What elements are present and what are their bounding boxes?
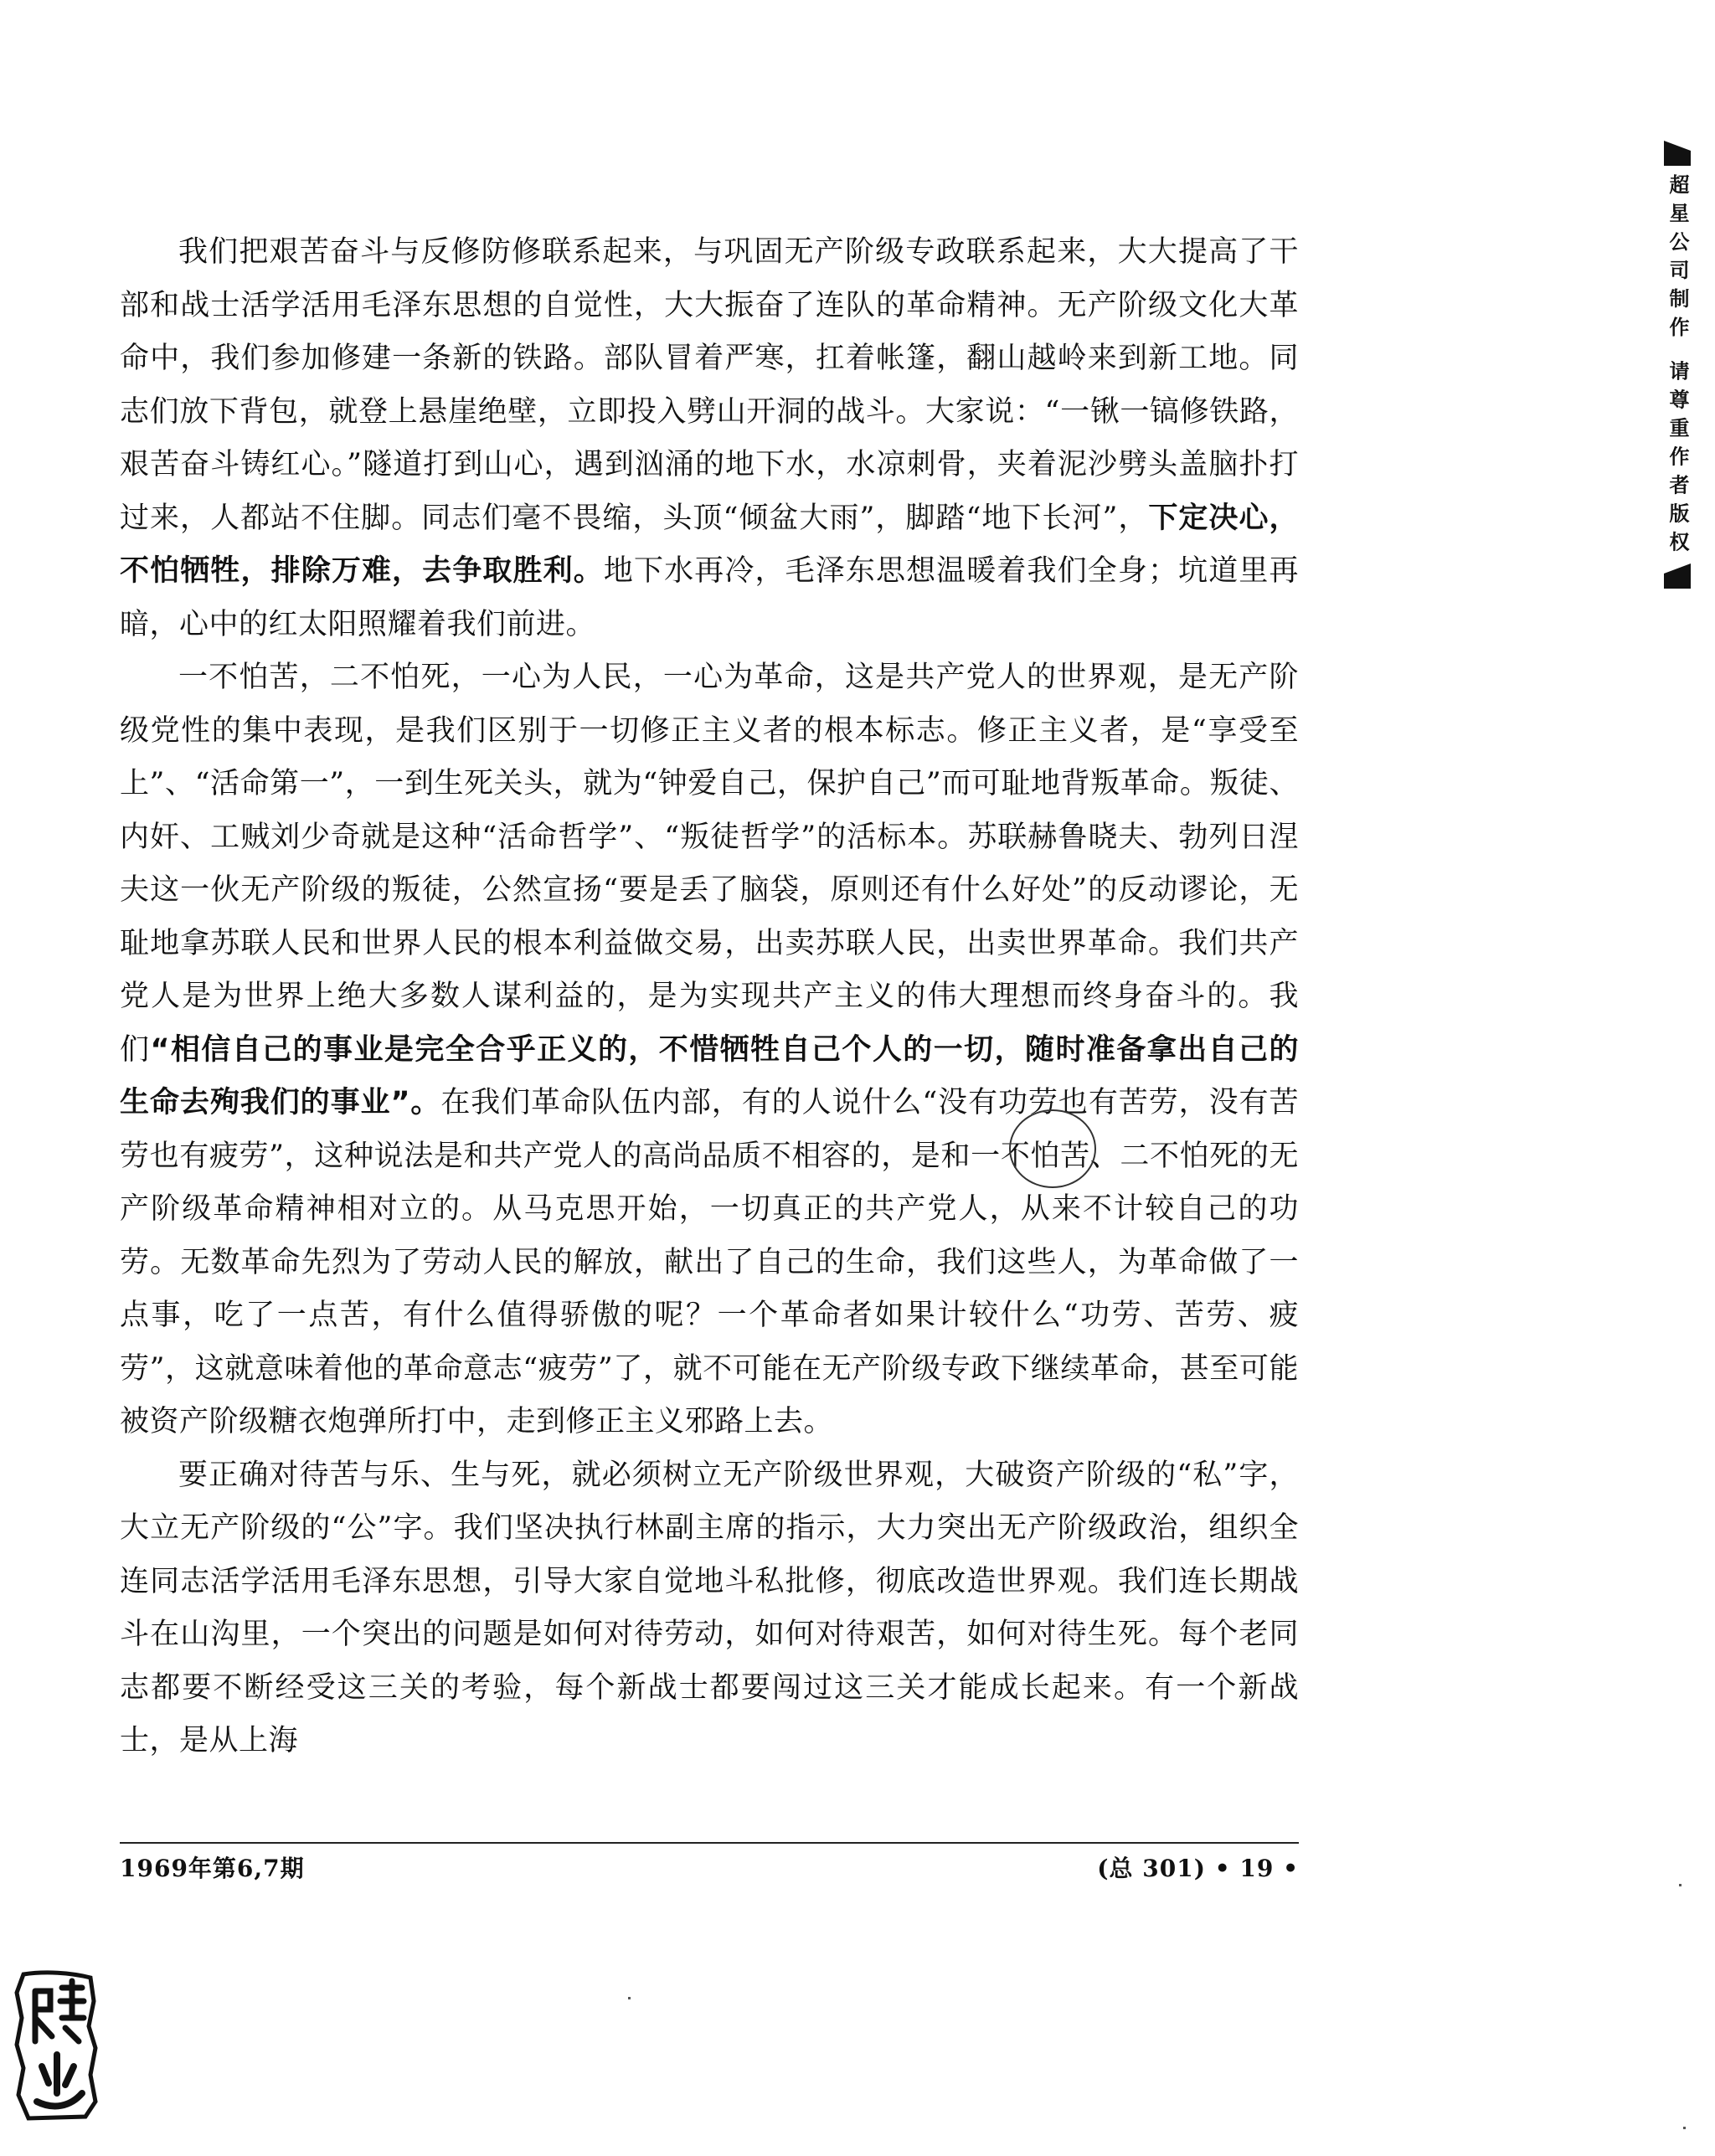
watermark-bar-bottom: [1664, 563, 1691, 589]
seal-glyph-stroke: [60, 1981, 84, 2041]
paragraph-2: [120, 651, 1299, 1449]
paragraph-1: [120, 226, 1299, 651]
article-body: [120, 226, 1299, 1768]
scan-speck: [1679, 1884, 1682, 1886]
watermark-text: 超星公司制作 请尊重作者版权: [1666, 174, 1689, 560]
footer-page-number: (总 301) • 19 •: [1097, 1855, 1299, 1882]
scan-speck: [1683, 2127, 1686, 2129]
footer-rule: [120, 1842, 1299, 1844]
text-run: 在我们革命队伍内部，有的人说什么“没有功劳也有苦劳，没有苦劳也有疲劳”，这种说法是和共产党人的高尚品质不相容的，是和一不怕苦、二不怕死的无产阶级革命精神相对立的。从马克思开始，一切真正的共产党人，从来不计较自己的功劳。无数革命先烈为了劳动人民的解放，献出了自己的生命，我们这些人，为革命做了一点事，吃了一点苦，有什么值得骄傲的呢？一个革命者如果计较什么“功劳、苦劳、疲劳”，这就意味着他的革命意志“疲劳”了，就不可能在无产阶级专政下继续革命，甚至可能被资产阶级糖衣炮弹所打中，走到修正主义邪路上去。: [120, 1086, 1299, 1438]
bold-quote: “相信自己的事业是完全合乎正义的，不惜牺牲自己个人的一切，随时准备拿出自己的生命去殉我们的事业”。: [120, 1032, 1299, 1119]
bold-quote: 下定决心，不怕牺牲，排除万难，去争取胜利。: [120, 501, 1299, 588]
seal-stamp: [12, 1968, 104, 2123]
text-run: 要正确对待苦与乐、生与死，就必须树立无产阶级世界观，大破资产阶级的“私”字，大立无产阶级的“公”字。我们坚决执行林副主席的指示，大力突出无产阶级政治，组织全连同志活学活用毛泽东思想，引导大家自觉地斗私批修，彻底改造世界观。我们连长期战斗在山沟里，一个突出的问题是如何对待劳动，如何对待艰苦，如何对待生死。每个老同志都要不断经受这三关的考验，每个新战士都要闯过这三关才能成长起来。有一个新战士，是从上海: [120, 1458, 1299, 1757]
footer-issue: 1969年第6,7期: [120, 1855, 305, 1882]
text-run: 我们把艰苦奋斗与反修防修联系起来，与巩固无产阶级专政联系起来，大大提高了干部和战士活学活用毛泽东思想的自觉性，大大振奋了连队的革命精神。无产阶级文化大革命中，我们参加修建一条新的铁路。部队冒着严寒，扛着帐篷，翻山越岭来到新工地。同志们放下背包，就登上悬崖绝壁，立即投入劈山开洞的战斗。大家说：“一锹一镐修铁路，艰苦奋斗铸红心。”隧道打到山心，遇到汹涌的地下水，水凉刺骨，夹着泥沙劈头盖脑扑打过来，人都站不住脚。同志们毫不畏缩，头顶“倾盆大雨”，脚踏“地下长河”，: [120, 235, 1299, 535]
text-run: 一不怕苦，二不怕死，一心为人民，一心为革命，这是共产党人的世界观，是无产阶级党性的集中表现，是我们区别于一切修正主义者的根本标志。修正主义者，是“享受至上”、“活命第一”，一到生死关头，就为“钟爱自己，保护自己”而可耻地背叛革命。叛徒、内奸、工贼刘少奇就是这种“活命哲学”、“叛徒哲学”的活标本。苏联赫鲁晓夫、勃列日涅夫这一伙无产阶级的叛徒，公然宣扬“要是丢了脑袋，原则还有什么好处”的反动谬论，无耻地拿苏联人民和世界人民的根本利益做交易，出卖苏联人民，出卖世界革命。我们共产党人是为世界上绝大多数人谋利益的，是为实现共产主义的伟大理想而终身奋斗的。我们: [120, 661, 1299, 1067]
paragraph-3: [120, 1449, 1299, 1768]
scan-speck: [628, 1997, 631, 1999]
seal-border: [17, 1973, 95, 2118]
watermark-strip: [1661, 141, 1694, 626]
watermark-bar-top: [1664, 141, 1691, 166]
seal-glyph-stroke: [35, 1991, 52, 2041]
text-run: 地下水再冷，毛泽东思想温暖着我们全身；坑道里再暗，心中的红太阳照耀着我们前进。: [120, 554, 1299, 641]
seal-glyph-stroke: [37, 2055, 82, 2106]
